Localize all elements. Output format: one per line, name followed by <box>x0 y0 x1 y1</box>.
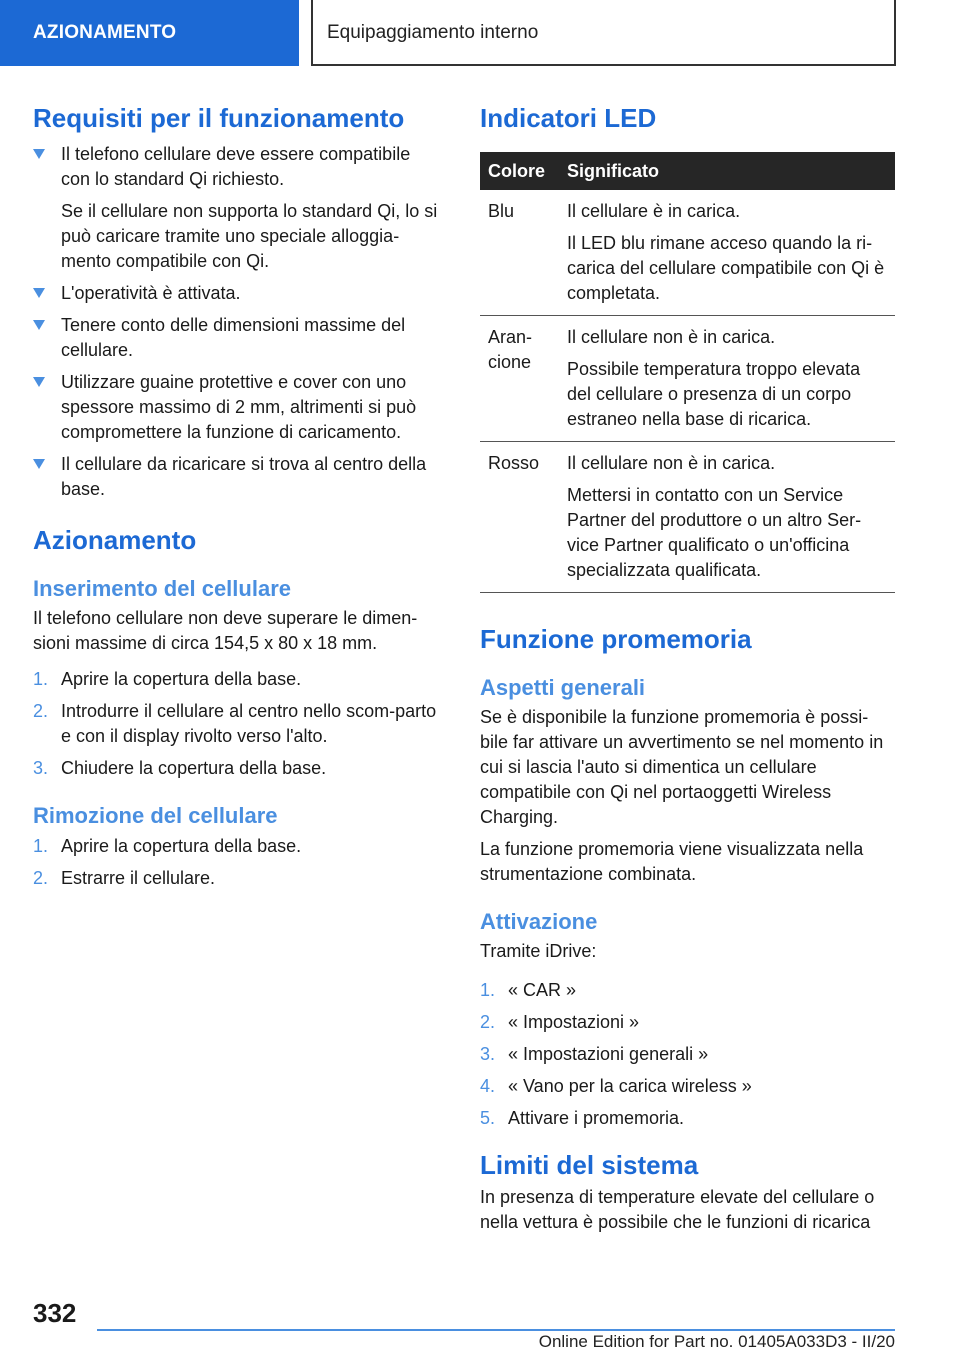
column-header-significato: Significato <box>559 152 895 190</box>
step-text: Aprire la copertura della base. <box>61 836 302 856</box>
triangle-bullet-icon <box>33 377 45 387</box>
step-number: 3. <box>33 758 49 778</box>
attivazione-steps <box>480 978 895 1131</box>
step-text: Introdurre il cellulare al centro nello scom-parto e con il display rivolto verso l'alto. <box>61 701 437 746</box>
meaning-line: Il cellulare non è in carica. <box>567 327 776 347</box>
meaning-line: Possibile temperatura troppo elevata del cellulare o presenza di un corpo estraneo nella base di ricarica. <box>567 359 861 429</box>
section-tab: AZIONAMENTO <box>0 0 299 66</box>
list-item-text: Il telefono cellulare deve essere compatibile con lo standard Qi richiesto. <box>61 144 411 189</box>
table-header-row <box>480 152 895 190</box>
cell-meaning <box>559 190 895 316</box>
limiti-paragraph: In presenza di temperature elevate del cellulare o nella vettura è possibile che le funzioni di ricarica <box>480 1187 875 1232</box>
triangle-bullet-icon <box>33 320 45 330</box>
list-item-text: L'operatività è attivata. <box>61 283 241 303</box>
step-text: Aprire la copertura della base. <box>61 669 302 689</box>
step-number: 4. <box>480 1076 496 1096</box>
heading-inserimento: Inserimento del cellulare <box>33 576 291 601</box>
column-header-colore: Colore <box>480 152 559 190</box>
step-item <box>33 699 441 749</box>
step-number: 1. <box>33 669 49 689</box>
table-row <box>480 316 895 442</box>
table-row <box>480 442 895 593</box>
step-text: « Vano per la carica wireless » <box>508 1076 752 1096</box>
step-item <box>480 1074 895 1099</box>
step-item <box>480 1042 895 1067</box>
attivazione-intro: Tramite iDrive: <box>480 941 597 961</box>
step-number: 3. <box>480 1044 496 1064</box>
heading-promemoria: Funzione promemoria <box>480 624 752 654</box>
meaning-line: Il LED blu rimane acceso quando la ri-carica del cellulare compatibile con Qi è completata. <box>567 233 885 303</box>
page-header <box>0 0 960 66</box>
edition-note: Online Edition for Part no. 01405A033D3 - II/20 <box>538 1332 895 1351</box>
inserimento-intro: Il telefono cellulare non deve superare le dimen-sioni massime di circa 154,5 x 80 x 18 mm. <box>33 608 418 653</box>
step-number: 1. <box>480 980 496 1000</box>
triangle-bullet-icon <box>33 288 45 298</box>
cell-meaning <box>559 316 895 442</box>
step-item <box>33 667 441 692</box>
list-item <box>33 452 441 502</box>
step-item <box>480 1010 895 1035</box>
triangle-bullet-icon <box>33 459 45 469</box>
cell-meaning <box>559 442 895 593</box>
heading-limiti: Limiti del sistema <box>480 1150 699 1180</box>
triangle-bullet-icon <box>33 149 45 159</box>
requirements-list <box>33 142 441 502</box>
meaning-line: Il cellulare non è in carica. <box>567 453 776 473</box>
step-item <box>33 866 441 891</box>
step-item <box>33 834 441 859</box>
aspetti-paragraph-2: La funzione promemoria viene visualizzata nella strumentazione combinata. <box>480 839 864 884</box>
list-item <box>33 313 441 363</box>
step-item <box>33 756 441 781</box>
list-item-text: Il cellulare da ricaricare si trova al centro della base. <box>61 454 427 499</box>
heading-attivazione: Attivazione <box>480 909 598 934</box>
meaning-line: Mettersi in contatto con un Service Partner del produttore o un altro Ser-vice Partner qualificato o un'officina specializzata qualificata. <box>567 485 862 580</box>
cell-color: Blu <box>480 190 559 316</box>
page-number: 332 <box>33 1298 77 1328</box>
step-text: « Impostazioni generali » <box>508 1044 709 1064</box>
inserimento-steps <box>33 667 441 781</box>
step-text: « CAR » <box>508 980 577 1000</box>
step-text: « Impostazioni » <box>508 1012 640 1032</box>
step-number: 2. <box>480 1012 496 1032</box>
left-column <box>33 100 441 898</box>
list-item <box>33 142 441 274</box>
step-text: Estrarre il cellulare. <box>61 868 216 888</box>
step-number: 1. <box>33 836 49 856</box>
heading-led: Indicatori LED <box>480 103 657 133</box>
cell-color: Rosso <box>480 442 559 593</box>
heading-azionamento: Azionamento <box>33 525 197 555</box>
heading-requisiti: Requisiti per il funzionamento <box>33 103 405 133</box>
rimozione-steps <box>33 834 441 891</box>
list-item-text: Tenere conto delle dimensioni massime del cellulare. <box>61 315 406 360</box>
heading-aspetti: Aspetti generali <box>480 675 646 700</box>
list-item-text: Utilizzare guaine protettive e cover con uno spessore massimo di 2 mm, altrimenti si può compromettere la funzione di caricamento. <box>61 372 417 442</box>
list-item <box>33 370 441 445</box>
step-item <box>480 1106 895 1131</box>
step-number: 2. <box>33 701 49 721</box>
aspetti-paragraph-1: Se è disponibile la funzione promemoria è possi-bile far attivare un avvertimento se nel momento in cui si lascia l'auto si dimentica un cellulare compatibile con Qi nel portaoggetti Wireless Charging. <box>480 707 884 827</box>
footer-divider <box>97 1329 895 1331</box>
table-row <box>480 190 895 316</box>
step-number: 5. <box>480 1108 496 1128</box>
step-text: Chiudere la copertura della base. <box>61 758 327 778</box>
led-table <box>480 152 895 593</box>
list-item-subtext: Se il cellulare non supporta lo standard Qi, lo si può caricare tramite uno speciale alloggia-mento compatibile con Qi. <box>61 201 438 271</box>
meaning-line: Il cellulare è in carica. <box>567 201 741 221</box>
list-item <box>33 281 441 306</box>
heading-rimozione: Rimozione del cellulare <box>33 803 278 828</box>
step-number: 2. <box>33 868 49 888</box>
chapter-title: Equipaggiamento interno <box>311 0 896 66</box>
right-column <box>480 100 895 1235</box>
step-text: Attivare i promemoria. <box>508 1108 685 1128</box>
step-item <box>480 978 895 1003</box>
cell-color: Aran-cione <box>480 316 559 442</box>
